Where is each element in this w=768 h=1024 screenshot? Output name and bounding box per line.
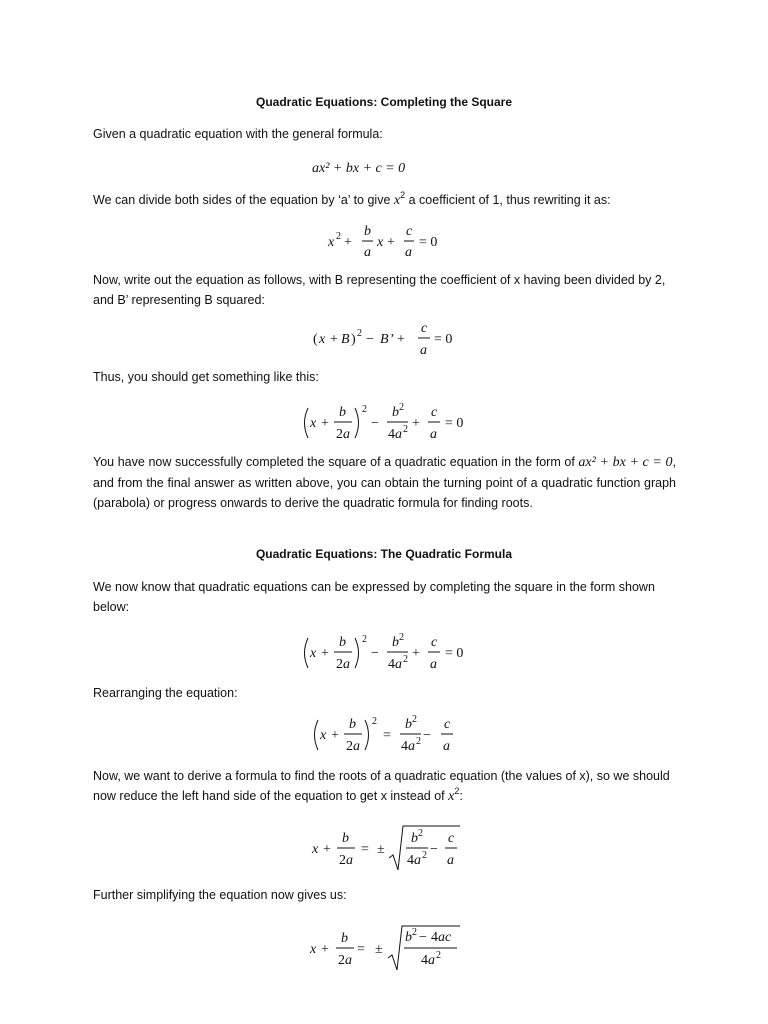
svg-text:2: 2 bbox=[422, 850, 427, 861]
svg-text:4a: 4a bbox=[407, 853, 421, 868]
svg-text:2a: 2a bbox=[346, 739, 360, 754]
svg-text:−: − bbox=[419, 930, 427, 945]
paragraph: Rearranging the equation: bbox=[93, 686, 238, 700]
svg-text:−: − bbox=[423, 728, 431, 743]
equation-simplified-root bbox=[305, 922, 475, 974]
svg-text:±: ± bbox=[377, 842, 385, 857]
svg-text:2a: 2a bbox=[336, 657, 350, 672]
equation-completed-square bbox=[300, 630, 480, 676]
svg-text:2: 2 bbox=[412, 714, 417, 725]
svg-text:b: b bbox=[339, 405, 346, 420]
svg-text:2: 2 bbox=[357, 328, 362, 339]
svg-text:a: a bbox=[430, 657, 437, 672]
svg-text:c: c bbox=[444, 717, 451, 732]
svg-text:2: 2 bbox=[403, 654, 408, 665]
paragraph: You have now successfully completed the square of a quadratic equation in the form of ax² + bx + c = 0, and from the final answer as written above, you can obtain the turning point of a quadratic function graph (parabola) or progress onwards to derive the quadratic formula for finding roots. bbox=[93, 455, 676, 510]
section-title: Quadratic Equations: The Quadratic Formula bbox=[255, 547, 513, 561]
equation-rearranged bbox=[310, 712, 470, 758]
svg-text:= 0: = 0 bbox=[445, 416, 464, 431]
svg-text:=: = bbox=[383, 728, 391, 743]
section-title: Quadratic Equations: Completing the Square bbox=[255, 95, 513, 109]
svg-text:x: x bbox=[320, 728, 327, 743]
svg-text:2: 2 bbox=[416, 736, 421, 747]
svg-text:b: b bbox=[405, 717, 412, 732]
paragraph: Now, write out the equation as follows, with B representing the coefficient of x having been divided by 2, and B’ representing B squared: bbox=[93, 273, 666, 307]
svg-text:2: 2 bbox=[418, 828, 423, 839]
svg-text:a: a bbox=[447, 853, 454, 868]
svg-text:= 0: = 0 bbox=[419, 235, 438, 250]
svg-text:2a: 2a bbox=[336, 427, 350, 442]
equation-square-root bbox=[305, 822, 475, 874]
svg-text:x: x bbox=[312, 842, 319, 857]
svg-text:4ac: 4ac bbox=[431, 930, 452, 945]
svg-text:4a: 4a bbox=[388, 427, 402, 442]
svg-text:b: b bbox=[349, 717, 356, 732]
svg-text:b: b bbox=[405, 930, 412, 945]
paragraph: We can divide both sides of the equation by ‘a’ to give $x^2$ a coefficient of 1, thus rewriting it as: bbox=[93, 190, 611, 208]
svg-text:2: 2 bbox=[412, 927, 417, 938]
svg-text:x: x bbox=[310, 416, 317, 431]
svg-text:x: x bbox=[328, 235, 335, 250]
equation-b-substitution bbox=[310, 318, 470, 360]
paragraph: Given a quadratic equation with the general formula: bbox=[93, 127, 383, 141]
svg-text:b: b bbox=[392, 635, 399, 650]
equation-completed-square bbox=[300, 400, 480, 446]
svg-text:= 0: = 0 bbox=[445, 646, 464, 661]
svg-text:b: b bbox=[342, 831, 349, 846]
svg-text:+: + bbox=[387, 235, 395, 250]
svg-text:a: a bbox=[405, 245, 412, 260]
paragraph: Further simplifying the equation now gives us: bbox=[93, 888, 347, 902]
svg-text:+: + bbox=[344, 235, 352, 250]
svg-text:+: + bbox=[331, 728, 339, 743]
svg-text:2: 2 bbox=[336, 231, 341, 242]
svg-text:2: 2 bbox=[436, 950, 441, 961]
svg-text:+: + bbox=[412, 646, 420, 661]
svg-text:2a: 2a bbox=[339, 853, 353, 868]
svg-text:+: + bbox=[321, 416, 329, 431]
svg-text:B: B bbox=[341, 332, 350, 347]
svg-text:x: x bbox=[310, 942, 317, 957]
svg-text:x: x bbox=[377, 235, 384, 250]
svg-text:±: ± bbox=[375, 942, 383, 957]
svg-text:+: + bbox=[330, 332, 338, 347]
svg-text:=: = bbox=[361, 842, 369, 857]
svg-text:c: c bbox=[431, 405, 438, 420]
equation-text: ax² + bx + c = 0 bbox=[312, 161, 406, 176]
svg-text:a: a bbox=[443, 739, 450, 754]
svg-text:x: x bbox=[319, 332, 326, 347]
svg-text:+: + bbox=[323, 842, 331, 857]
svg-text:+: + bbox=[321, 646, 329, 661]
svg-text:2: 2 bbox=[362, 634, 367, 645]
svg-text:= 0: = 0 bbox=[434, 332, 453, 347]
svg-text:’: ’ bbox=[390, 332, 395, 347]
svg-text:4a: 4a bbox=[401, 739, 415, 754]
svg-text:2: 2 bbox=[362, 404, 367, 415]
svg-text:−: − bbox=[430, 842, 438, 857]
svg-text:2: 2 bbox=[372, 716, 377, 727]
equation-general-form bbox=[300, 156, 480, 180]
svg-text:b: b bbox=[411, 831, 418, 846]
svg-text:b: b bbox=[339, 635, 346, 650]
equation-divided-form bbox=[320, 222, 460, 262]
paragraph: Thus, you should get something like this: bbox=[93, 370, 319, 384]
svg-text:c: c bbox=[406, 224, 413, 239]
svg-text:x: x bbox=[310, 646, 317, 661]
svg-text:+: + bbox=[412, 416, 420, 431]
svg-text:b: b bbox=[341, 931, 348, 946]
svg-text:+: + bbox=[321, 942, 329, 957]
paragraph: Now, we want to derive a formula to find the roots of a quadratic equation (the values of x), so we should now reduce the left hand side of the equation to get x instead of $x^2$: bbox=[93, 769, 670, 804]
svg-text:a: a bbox=[364, 245, 371, 260]
svg-text:2a: 2a bbox=[338, 953, 352, 968]
svg-text:−: − bbox=[371, 646, 379, 661]
svg-text:b: b bbox=[364, 224, 371, 239]
svg-text:2: 2 bbox=[399, 402, 404, 413]
svg-text:−: − bbox=[366, 332, 374, 347]
svg-text:a: a bbox=[420, 343, 427, 358]
paragraph: We now know that quadratic equations can be expressed by completing the square in the form shown below: bbox=[93, 580, 655, 614]
svg-text:c: c bbox=[431, 635, 438, 650]
svg-text:(: ( bbox=[313, 332, 318, 347]
svg-text:c: c bbox=[448, 831, 455, 846]
svg-text:a: a bbox=[430, 427, 437, 442]
svg-text:−: − bbox=[371, 416, 379, 431]
svg-text:4a: 4a bbox=[421, 953, 435, 968]
svg-text:b: b bbox=[392, 405, 399, 420]
svg-text:=: = bbox=[357, 942, 365, 957]
svg-text:4a: 4a bbox=[388, 657, 402, 672]
svg-text:2: 2 bbox=[399, 632, 404, 643]
svg-text:+: + bbox=[397, 332, 405, 347]
svg-text:2: 2 bbox=[403, 424, 408, 435]
svg-text:B: B bbox=[380, 332, 389, 347]
svg-text:c: c bbox=[421, 321, 428, 336]
svg-text:): ) bbox=[351, 332, 356, 347]
